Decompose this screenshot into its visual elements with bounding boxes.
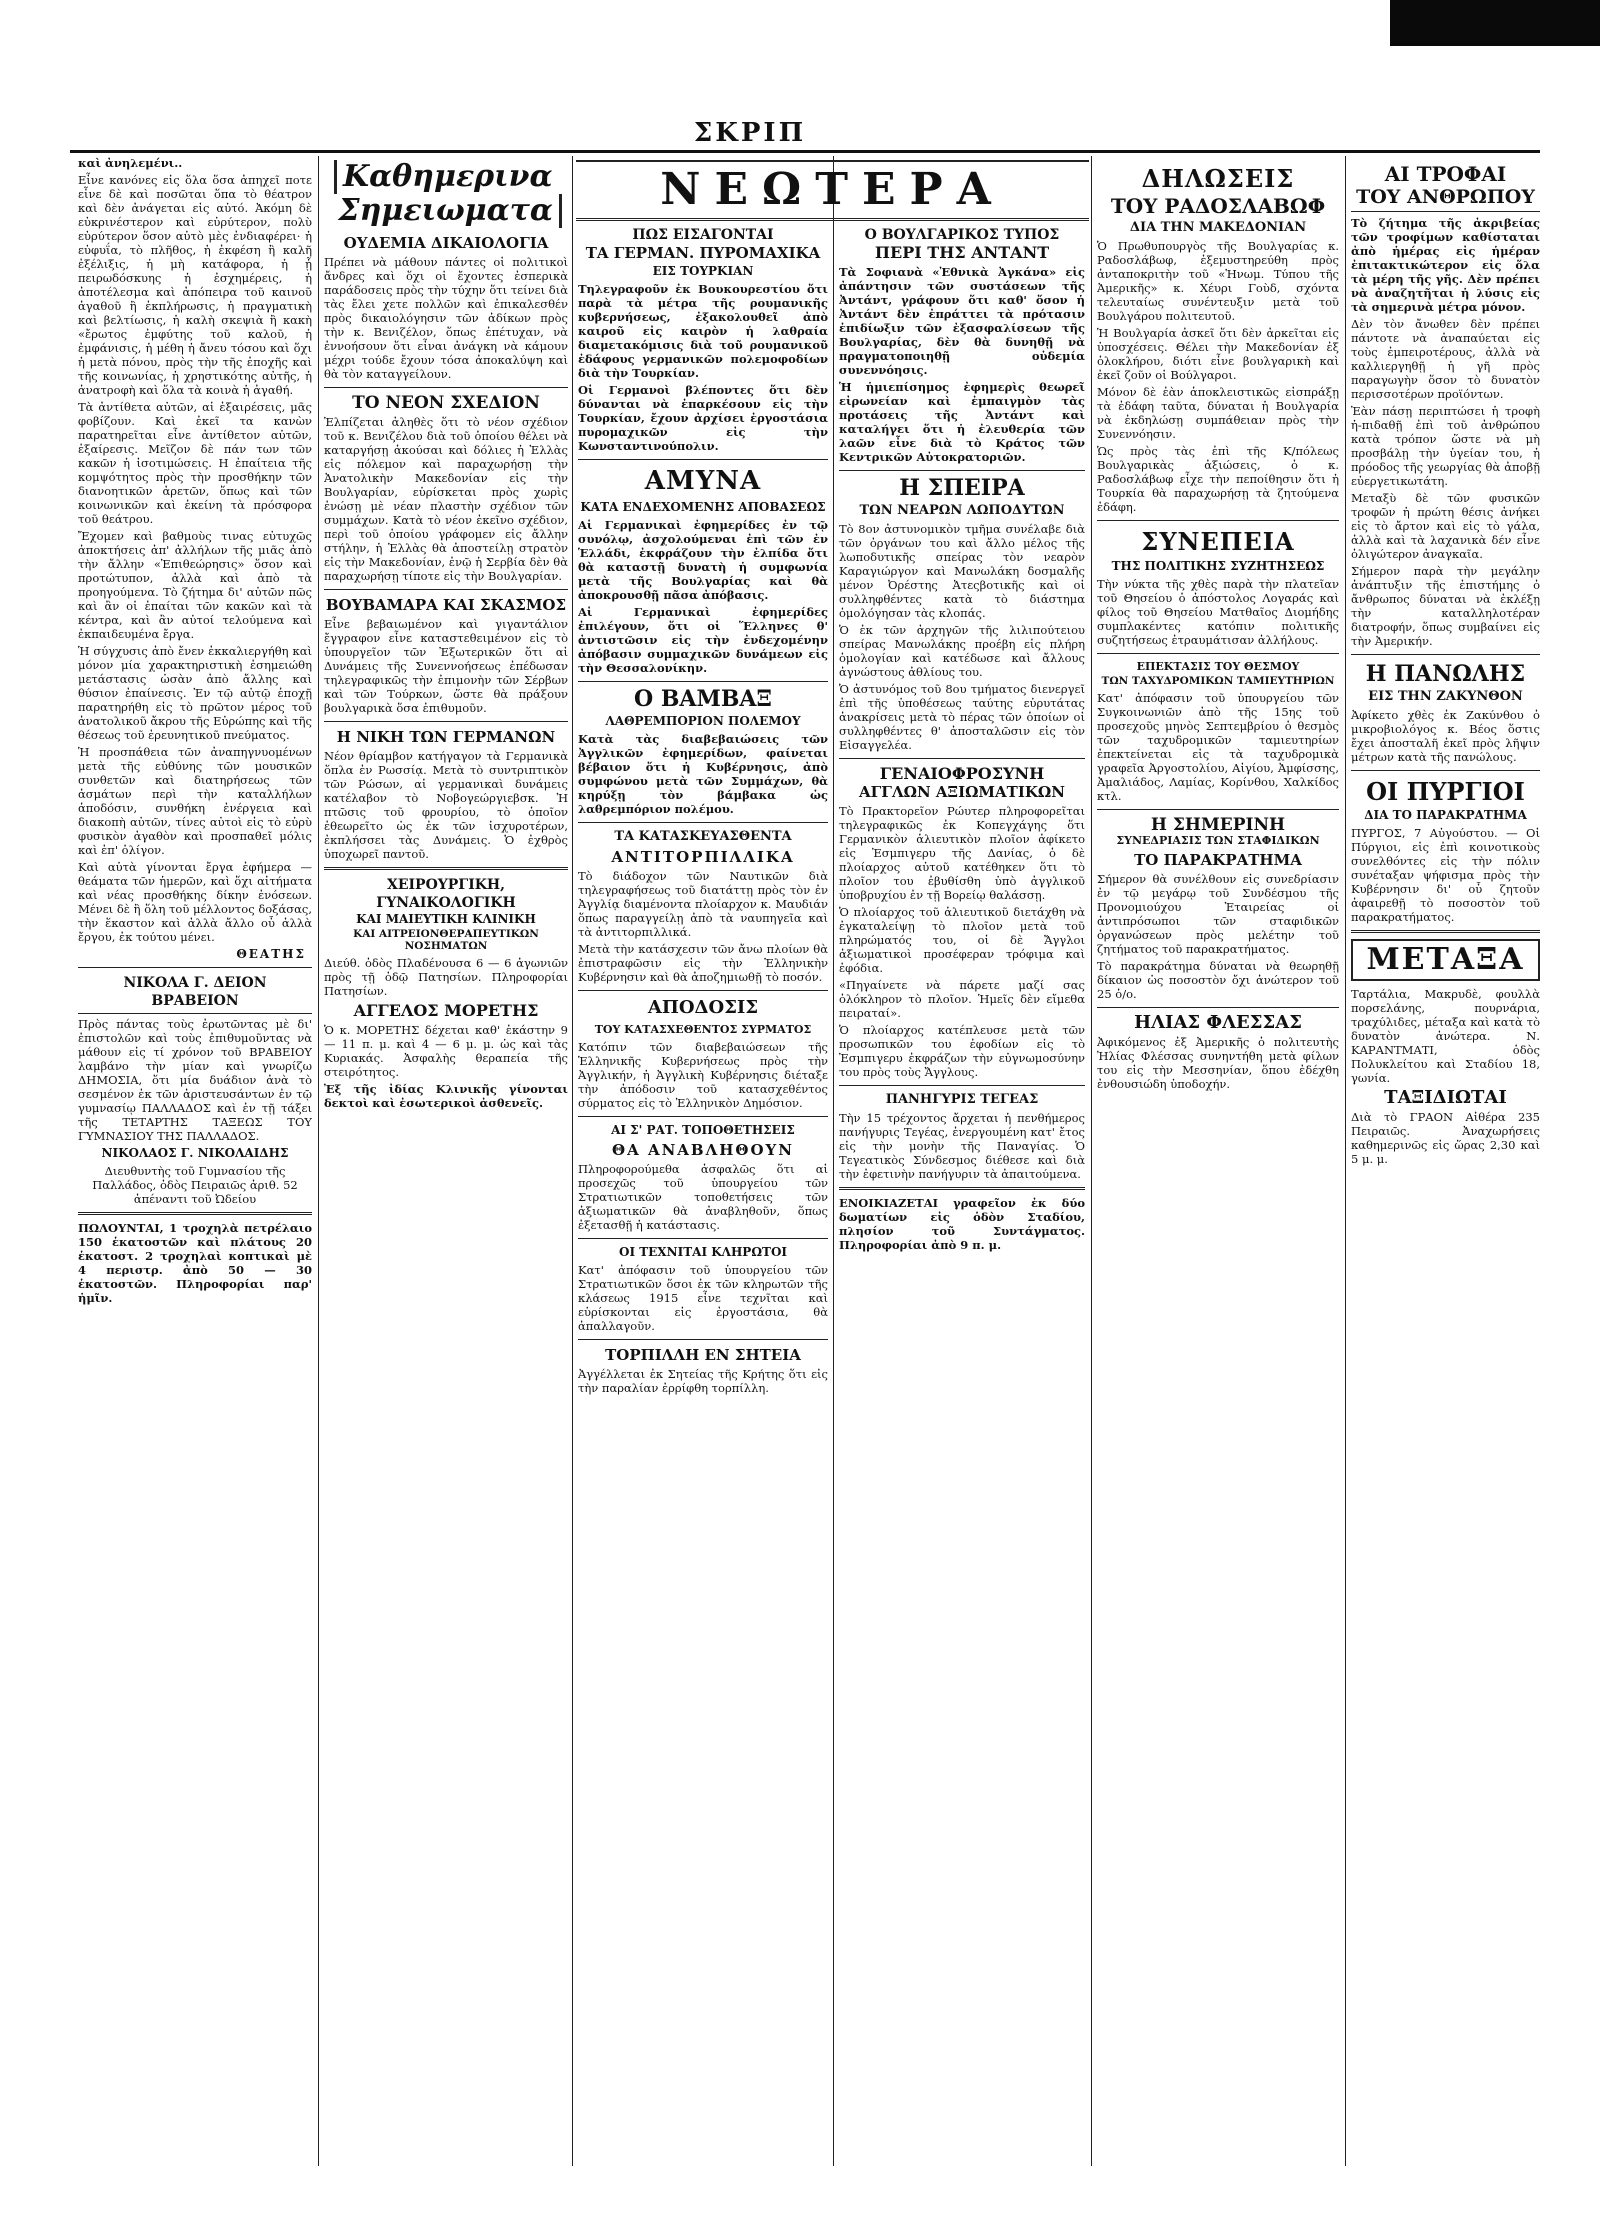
note-heading: ΟΥΔΕΜΙΑ ΔΙΚΑΙΟΛΟΓΙΑ	[343, 234, 549, 252]
column-rule	[1091, 156, 1092, 2166]
divider	[578, 1116, 828, 1117]
classified-ad: ΠΩΛΟΥΝΤΑΙ, 1 τροχηλὰ πετρέλαιο 150 ἑκατοστῶν καὶ πλάτους 20 ἑκατοστ. 2 τροχηλαὶ κοπτικαὶ μὲ 4 περιστρ. ἀπὸ 50 — 30 ἑκατοστῶν. Πληροφορίαι παρ' ἡμῖν.	[78, 1221, 312, 1305]
article-heading: ΤΟΥ ΡΑΔΟΣΛΑΒΩΦ	[1110, 194, 1326, 218]
article-heading: Η ΠΑΝΩΛΗΣ	[1365, 661, 1526, 687]
column-2	[324, 156, 568, 2166]
article-paragraph: Δὲν τὸν ἄνωθεν δὲν πρέπει πάντοτε νὰ ἀναπαύεται εἰς τοὺς ἐμπειροτέρους, ἀλλὰ νὰ καλλιεργηθῇ ἡ γῆ πρὸς παραγωγὴν ὅσον τὸ δυνατὸν περισσοτέρων προϊόντων.	[1351, 317, 1540, 401]
note-paragraph: Νέον θρίαμβον κατήγαγον τὰ Γερμανικὰ ὅπλα ἐν Ρωσσίᾳ. Μετὰ τὸ συντριπτικὸν τῶν Ρώσων, αἱ γερμανικαὶ δυνάμεις κατέλαβον τὸ Νοβογεώργιεβσκ. Ἡ πτῶσις τοῦ φρουρίου, τὸ ὁποῖον ἐθεωρεῖτο ὡς ἐκ τῶν ἰσχυροτέρων, ἐκπλήσσει τὰς Δυνάμεις. Ὁ ἐχθρὸς ὑποχωρεῖ παντοῦ.	[324, 749, 568, 861]
article-heading: ΑΙ ΤΡΟΦΑΙ	[1384, 162, 1507, 186]
section-title: Καθημερινα	[334, 160, 568, 194]
article-heading: ΤΟΡΠΙΛΛΗ ΕΝ ΣΗΤΕΙΑ	[605, 1346, 801, 1364]
article-heading: Η ΣΠΕΙΡΑ	[899, 475, 1025, 501]
doctor-name: ΑΓΓΕΛΟΣ ΜΟΡΕΤΗΣ	[353, 1001, 539, 1020]
divider	[578, 990, 828, 991]
clinic-subheading: ΚΑΙ ΜΑΙΕΥΤΙΚΗ ΚΛΙΝΙΚΗ	[356, 912, 536, 926]
article-paragraph: Ὁ ἐκ τῶν ἀρχηγῶν τῆς λιλιπούτειου σπείρας Μανωλάκης προέβη εἰς πλήρη ὁμολογίαν καὶ κατέδωσε καὶ ἄλλους ἀγνώστους ἀθλίους του.	[839, 623, 1085, 679]
article-paragraph: Αἱ Γερμανικαὶ ἐφημερίδες ἐπιλέγουν, ὅτι οἱ Ἕλληνες θ' ἀντιστῶσιν εἰς τὴν ἐνδεχομένην ἀπόβασιν συμμαχικῶν δυνάμεων εἰς τὴν Θεσσαλονίκην.	[578, 605, 828, 675]
article-heading: ΤΟΥ ΑΝΘΡΩΠΟΥ	[1351, 186, 1540, 212]
article-heading: ΣΥΝΕΠΕΙΑ	[1141, 527, 1295, 556]
article-subheading: ΕΙΣ ΤΟΥΡΚΙΑΝ	[652, 264, 754, 278]
clinic-text: Ἐξ τῆς ἰδίας Κλινικῆς γίνονται δεκτοὶ καὶ ἐσωτερικοὶ ἀσθενεῖς.	[324, 1082, 568, 1110]
divider	[324, 589, 568, 590]
divider	[324, 387, 568, 388]
clinic-text: Διεύθ. ὁδὸς Πλαδένουσα 6 — 6 ἀγωνιῶν πρὸς τῇ ὁδῷ Πατησίων. Πληροφορίαι Πατησίων.	[324, 956, 568, 998]
classified-ad: ΕΝΟΙΚΙΑΖΕΤΑΙ γραφεῖον ἐκ δύο δωματίων εἰς ὁδὸν Σταδίου, πλησίον τοῦ Συντάγματος. Πληροφορίαι ἀπὸ 9 π. μ.	[839, 1196, 1085, 1252]
article-paragraph: Μεταξὺ δὲ τῶν φυσικῶν τροφῶν ἡ πρώτη θέσις ἀνήκει εἰς τὸ ἄρτον καὶ εἰς τὸ γάλα, ἀλλὰ καὶ τὰ λαχανικὰ δέν εἶνε ὀλιγώτερον ἀναγκαῖα.	[1351, 491, 1540, 561]
divider	[1097, 809, 1339, 810]
article-paragraph: Ἡ Βουλγαρία ἀσκεῖ ὅτι δὲν ἀρκεῖται εἰς ὑποσχέσεις. Θέλει τὴν Μακεδονίαν ἐξ ὁλοκλήρου, διότι εἶνε βουλγαρικὴ καὶ ἐκεῖ ζοῦν οἱ Βούλγαροι.	[1097, 326, 1339, 382]
article-paragraph: Τὸ 8ον ἀστυνομικὸν τμῆμα συνέλαβε διὰ τῶν ὀργάνων του καὶ ἄλλο μέλος τῆς λωποδυτικῆς σπείρας τὸν νεαρὸν Καραγιώργον καὶ Μανωλάκη δοσμαλῆς μένον Ὀρέστης Ἀτεςβοτικῆς καὶ οἱ συλληφθέντες κατὰ τὸ διάστημα ὁμολόγησαν τὰς κλοπάς.	[839, 522, 1085, 620]
divider	[578, 681, 828, 682]
column-rule	[833, 156, 834, 2166]
signature: ΘΕΑΤΗΣ	[236, 947, 306, 961]
article-subheading: ΕΙΣ ΤΗΝ ΖΑΚΥΝΘΟΝ	[1368, 689, 1523, 704]
divider	[578, 459, 828, 460]
article-paragraph: Κατ' ἀπόφασιν τοῦ ὑπουργείου τῶν Στρατιωτικῶν ὅσοι ἐκ τῶν κληρωτῶν τῆς κλάσεως 1915 εἶνε τεχνῖται καὶ εὑρίσκονται εἰς ἐργοστάσια, θὰ ἀπαλλαγοῦν.	[578, 1263, 828, 1333]
article-heading: ΑΙ Σ' ΡΑΤ. ΤΟΠΟΘΕΤΗΣΕΙΣ	[611, 1123, 795, 1137]
article-paragraph: Μετὰ τὴν κατάσχεσιν τῶν ἄνω πλοίων θὰ ἐπιστραφῶσιν εἰς τὴν Ἑλληνικὴν Κυβέρνησιν καὶ θὰ ἀποζημιωθῇ τὸ ποσόν.	[578, 942, 828, 984]
article-paragraph: Τὸ διάδοχον τῶν Ναυτικῶν διὰ τηλεγραφήσεως τοῦ διατάττῃ πρὸς τὸν ἐν Ἀγγλίᾳ διαμένοντα πλοίαρχον κ. Μαυδιάν ὅπως παραγγείλῃ ἀπὸ τὰ ναυπηγεῖα καὶ τὰ ἀντιτορπιλλικά.	[578, 869, 828, 939]
ad-heading: ΜΕΤΑΞΑ	[1351, 939, 1540, 981]
article-subheading: ΔΙΑ ΤΗΝ ΜΑΚΕΔΟΝΙΑΝ	[1129, 220, 1307, 235]
article-paragraph: Κατὰ τὰς διαβεβαιώσεις τῶν Ἀγγλικῶν ἐφημερίδων, φαίνεται βέβαιον ὅτι ἡ Κυβέρνησις, ἀπὸ συμφώνου μετὰ τῶν Συμμάχων, θὰ κηρύξῃ τὸν βάμβακα ὡς λαθρεμπόριον πολέμου.	[578, 732, 828, 816]
article-heading: ΤΑ ΚΑΤΑΣΚΕΥΑΣΘΕΝΤΑ	[614, 829, 792, 844]
article-heading: Ο ΒΑΜΒΑΞ	[634, 686, 772, 712]
article-subheading: ΤΟΥ ΚΑΤΑΣΧΕΘΕΝΤΟΣ ΣΥΡΜΑΤΟΣ	[594, 1023, 812, 1036]
article-paragraph: Τὴν 15 τρέχοντος ἄρχεται ἡ πενθήμερος πανήγυρις Τεγέας, ἐνεργουμένη κατ' ἔτος εἰς τὴν μονὴν τῆς Παναγίας. Ὁ Τεγεατικὸς Σύνδεσμος διέθεσε καὶ διὰ τὴν ἐφετινὴν πανήγυριν τὰ ἀπαιτούμενα.	[839, 1111, 1085, 1181]
article-subheading: ΑΓΓΛΩΝ ΑΞΙΩΜΑΤΙΚΩΝ	[859, 783, 1065, 801]
note-heading: ΤΟ ΝΕΟΝ ΣΧΕΔΙΟΝ	[352, 393, 540, 413]
prize-heading: ΝΙΚΟΛΑ Γ. ΔΕΙΟΝ ΒΡΑΒΕΙΟΝ	[78, 974, 312, 1014]
article-paragraph: Ἡ σύγχυσις ἀπὸ ἔνεν ἐκκαλιεργήθη καὶ μόνον μία χαρακτηριστικὴ ἐσημειώθη μετάστασις ὡσὰν ἀπὸ ἄλλης καὶ θύσιον ἐπαίνεσις. Ἐν τῷ αὐτῷ ἐποχῇ παρατηρήθη εἰς τὸ πρῶτον μέρος τοῦ ἀνατολικοῦ ἄκρου τῆς Εὐρώπης καὶ τῆς θέσεως τοῦ ἐρευνητικοῦ πνεύματος.	[78, 644, 312, 742]
article-subheading: ΣΥΝΕΔΡΙΑΣΙΣ ΤΩΝ ΣΤΑΦΙΔΙΚΩΝ	[1116, 834, 1320, 847]
divider	[839, 758, 1085, 759]
column-header-fragment: καὶ ἀνηλεμένι..	[78, 156, 183, 170]
article-paragraph: Τὰ ἀντίθετα αὐτῶν, αἱ ἐξαιρέσεις, μᾶς φοβίζουν. Καὶ ἐκεῖ τα κανὼν παρατηρεῖται εἶνε ἀντίθετον αὐτῶν, ἐξαίρεσις. Μεῖζον δὲ πάν των τῶν κακῶν ἡ ἰσοτιμώσεις. Η ἐπαίτεια τῆς κομψότητος πρὸς τὴν προσθήκην τῶν διανοητικῶν ἀρετῶν, ὅπως καὶ τῶν κοινωνικῶν καὶ ἐκείνη τὰ πρόσφορα τοῦ θεάτρου.	[78, 400, 312, 526]
article-paragraph: Τὸ ζήτημα τῆς ἀκριβείας τῶν τροφίμων καθίσταται ἀπὸ ἡμέρας εἰς ἡμέραν ἐπιτακτικώτερον εἰς ὅλα τὰ μέρη τῆς γῆς. Δὲν πρέπει νὰ ἀναζητῆται ἡ λύσις εἰς τὰ σημερινὰ μέτρα μόνον.	[1351, 216, 1540, 314]
article-subheading: ΤΩΝ ΤΑΧΥΔΡΟΜΙΚΩΝ ΤΑΜΙΕΥΤΗΡΙΩΝ	[1101, 675, 1335, 687]
article-heading: ΟΙ ΤΕΧΝΙΤΑΙ ΚΛΗΡΩΤΟΙ	[618, 1245, 788, 1259]
divider	[78, 967, 312, 968]
article-heading: ΠΩΣ ΕΙΣΑΓΟΝΤΑΙ	[632, 227, 774, 243]
column-rule	[1345, 156, 1346, 2166]
column-rule	[572, 156, 573, 2166]
page-corner	[0, 0, 1600, 34]
divider	[1351, 654, 1540, 655]
article-paragraph: ΠΥΡΓΟΣ, 7 Αὐγούστου. — Οἱ Πύργιοι, εἰς ἐπὶ κοινοτικοὺς συνελθόντες εἰς τὴν πόλιν συνέταξαν ψήφισμα πρὸς τὴν Κυβέρνησιν δι' οὗ ζητοῦν ἀφαιρεθῇ τὸ ποσοστὸν τοῦ παρακρατήματος.	[1351, 826, 1540, 924]
article-paragraph: «Πηγαίνετε νὰ πάρετε μαζί σας ὁλόκληρον τὸ πλοῖον. Ἡμεῖς δὲν εἴμεθα πειραταί».	[839, 978, 1085, 1020]
divider	[1097, 1007, 1339, 1008]
ad-heading: ΤΑΞΙΔΙΩΤΑΙ	[1384, 1087, 1507, 1108]
article-paragraph: Ἐὰν πάσῃ περιπτώσει ἡ τροφὴ ἠ-πιδαθῇ ἐπὶ τοῦ ἀνθρώπου κατὰ τρόπον ὥστε νὰ μὴ προσβάλῃ τὴν ὑγείαν του, ἡ πρόοδος τῆς γεωργίας θὰ ἀποβῇ εὐεργετικωτάτη.	[1351, 404, 1540, 488]
article-paragraph: Ὁ ἀστυνόμος τοῦ 8ου τμήματος διενεργεῖ ἐπὶ τῆς ὑποθέσεως ταύτης εὐρυτάτας ἀνακρίσεις μετὰ τὸ πέρας τῶν ὁποίων οἱ συλληφθέντες θ' ἀποσταλῶσιν εἰς τὸν Εἰσαγγελέα.	[839, 682, 1085, 752]
prize-signatory-detail: Διευθυντὴς τοῦ Γυμνασίου τῆς Παλλάδος, ὁδὸς Πειραιῶς ἀριθ. 52 ἀπέναντι τοῦ Ὠδείου	[92, 1164, 298, 1206]
article-paragraph: Ἀφικόμενος ἐξ Ἀμερικῆς ὁ πολιτευτὴς Ἠλίας Φλέσσας συνηντήθη μετὰ φίλων του εἰς τὴν Μεσσηνίαν, ὅπου ἐδέχθη ἐνθουσιώδη ὑποδοχήν.	[1097, 1035, 1339, 1091]
column-rule	[318, 156, 319, 2166]
divider	[578, 1238, 828, 1239]
masthead-rule	[70, 150, 1540, 153]
article-heading: ΔΗΛΩΣΕΙΣ	[1141, 164, 1295, 193]
article-subheading: ΤΟ ΠΑΡΑΚΡΑΤΗΜΑ	[1134, 851, 1302, 869]
column-5	[1097, 156, 1339, 2166]
section-subtitle: Σημειωματα	[324, 194, 562, 228]
article-paragraph: Ὡς πρὸς τὰς ἐπὶ τῆς Κ/πόλεως Βουλγαρικὰς ἀξιώσεις, ὁ κ. Ραδοσλάβωφ εἶχε τὴν πεποίθησιν ὅτι ἡ Τουρκία θὰ παραχωρήσῃ τὰ ζητούμενα ἐδάφη.	[1097, 444, 1339, 514]
article-paragraph: Ἀφίκετο χθὲς ἐκ Ζακύνθου ὁ μικροβιολόγος κ. Βέος ὅστις ἔχει ἀποσταλῆ ἐκεῖ πρὸς λῆψιν μέτρων κατὰ τῆς πανώλους.	[1351, 708, 1540, 764]
article-paragraph: Καὶ αὐτὰ γίνονται ἔργα ἐφήμερα — θεάματα τῶν ἡμερῶν, καὶ ὅχι αἰτήματα καὶ νέας προσθήκης δίκην ἐνόσεων. Μένει δὲ ἢ ὅλη τοῦ μέλλοντος δοξάσας, τὴν ἕκαστον καὶ ἀλλὰ ἄλλο οὗ ἀλλὰ ἔργου, ἐκ τούτου μένει.	[78, 860, 312, 944]
divider	[1097, 653, 1339, 654]
article-heading: ΕΠΕΚΤΑΣΙΣ ΤΟΥ ΘΕΣΜΟΥ	[1136, 660, 1300, 673]
article-paragraph: Τὸ Πρακτορεῖον Ρώυτερ πληροφορεῖται τηλεγραφικῶς ἐκ Κοπεγχάγης ὅτι Γερμανικὸν ἁλιευτικὸν πλοῖον ἀφίκετο εἰς Ἐσμπιγερυ τῆς Δανίας, ὁ δὲ πλοίαρχος αὐτοῦ κατέθηκεν ὅτι τὸ πλοῖον του ἐβυθίσθη ὑπὸ ἀγγλικοῦ ὑποβρυχίου ἐν τῇ Βορείῳ θαλάσσῃ.	[839, 804, 1085, 902]
article-heading: ΠΑΝΗΓΥΡΙΣ ΤΕΓΕΑΣ	[885, 1092, 1039, 1107]
classified-ad: Ταρτάλια, Μακρυδὲ, φουλλὰ πορσελάνης, πουρνάρια, τραχύλιδες, μέταξα καὶ κατὰ τὸ δυνατὸν ἀνώτερα. Ν. ΚΑΡΑΝΤΜΑΤΙ, ὁδὸς Πολυκλείτου καὶ Σταδίου 18, γωνία.	[1351, 987, 1540, 1085]
divider	[839, 1085, 1085, 1086]
article-heading: Ο ΒΟΥΛΓΑΡΙΚΟΣ ΤΥΠΟΣ	[864, 227, 1060, 243]
article-paragraph: Κατ' ἀπόφασιν τοῦ ὑπουργείου τῶν Συγκοινωνιῶν ἀπὸ τῆς 15ης τοῦ προσεχοῦς μηνὸς Σεπτεμβρίου ὁ θεσμὸς τῶν ταχυδρομικῶν ταμιευτηρίων ἐπεκτείνεται εἰς τὰ ταχυδρομικὰ γραφεῖα Ἀργοστολίου, Αἰγίου, Ἀμφίσσης, Ἀμαλιάδος, Λαμίας, Κορίνθου, Χαλκίδος κτλ.	[1097, 691, 1339, 803]
article-paragraph: Κατόπιν τῶν διαβεβαιώσεων τῆς Ἑλληνικῆς Κυβερνήσεως πρὸς τὴν Ἀγγλικήν, ἡ Ἀγγλικὴ Κυβέρνησις διέταξε τὴν ἀπόδοσιν τοῦ κατασχεθέντος σύρματος εἰς τὸ Ἑλληνικὸν Δημόσιον.	[578, 1040, 828, 1110]
article-subheading: ΤΩΝ ΝΕΑΡΩΝ ΛΩΠΟΔΥΤΩΝ	[859, 503, 1065, 518]
article-paragraph: Ἔχομεν καὶ βαθμοὺς τινας εὐτυχῶς ἀποκτήσεις ἀπ' ἀλλήλων τῆς μιᾶς ἀπὸ τὴν ἄλλην «Ἐπιθεώρησις» ὅσον καὶ προτώτυπον, ἀλλὰ καὶ ἀπὸ τὰ προηγούμενα. Τὸ ζήτημα δι' αὐτῶν πῶς καὶ ἂν οἱ ἐπαίται τῶν κακῶν καὶ τὰ κέντρα, καὶ ἂν αὐτοί τελούμενα καὶ ἐκπαιδευμένα ἔργα.	[78, 529, 312, 641]
article-heading: ΑΜΥΝΑ	[644, 466, 762, 496]
article-paragraph: Εἶνε κανόνες εἰς ὅλα ὅσα ἀπηχεῖ ποτε εἶνε δὲ καὶ ποσῶται ὅπα τὸ θέατρον καὶ δὲν ἀνάγεται εἰς αὐτό. Ἀκόμη δὲ εὐκρινέστερον καὶ εὐρύτερον, πολὺ εὐρύτερον ὅσον αὐτὸ μὲς ἐνδιαφέρει· ἡ εὐφυΐα, τὸ πλῆθος, ἡ ἐκφέση ἢ καλῆ ἐξέλιξις, ἡ μὴ κατάφορα, ἡ ᾗ πειρωδόσκυης ἡ ἐσχημέρεις, ἡ ἀποτέλεσμα καὶ ἀπόπειρα τοῦ καινοῦ ἀγαθοῦ ἢ ἐκπλήρωσις, ἡ πραγματικὴ καὶ βελτίωσις, ἡ καλὴ σκεψιὰ ἢ κακὴ «ἔρωτος ἐμφύτης τοῦ καλοῦ, ἡ ἐμφάνισις, ἡ μέθη ἡ ἄνευ τόσου καὶ ὅχι ἡ μετὰ πόνου, πρὸς τὴν τῆς ἐποχῆς καὶ τῆς κοινωνίας, ἡ χρηστικότης αὐτῆς, ἡ ἀνατροφὴ καὶ ὅλα τὰ κοινὰ ἡ ἀγαθή.	[78, 173, 312, 397]
prize-text: Πρὸς πάντας τοὺς ἐρωτῶντας μὲ δι' ἐπιστολῶν καὶ τοὺς ἐπιθυμοῦντας νὰ μάθουν εἰς τί χρόνον τοῦ ΒΡΑΒΕΙΟΥ λαμβάνο τὴν μίαν καὶ γνωρίζω ΔΗΜΟΣΙΑ, ὅτι μία δυάδιον ἀνὰ τὸ σεσμένον ἐκ τῶν ἀριστευσάντων ἐν τῷ γυμνασίῳ ΠΑΛΛΑΔΟΣ καὶ ἐν τῇ τάξει τῆς ΤΕΤΑΡΤΗΣ ΤΑΞΕΩΣ ΤΟΥ ΓΥΜΝΑΣΙΟΥ ΤΗΣ ΠΑΛΛΑΔΟΣ.	[78, 1017, 312, 1143]
article-paragraph: Τηλεγραφοῦν ἐκ Βουκουρεστίου ὅτι παρὰ τὰ μέτρα τῆς ρουμανικῆς κυβερνήσεως, ἐξακολουθεῖ ἀπὸ καιροῦ εἰς καιρὸν ἡ λαθραία διαμετακόμισις διὰ τοῦ ρουμανικοῦ ἐδάφους γερμανικῶν πολεμοφοδίων διὰ τὴν Τουρκίαν.	[578, 282, 828, 380]
article-subheading: ΔΙΑ ΤΟ ΠΑΡΑΚΡΑΤΗΜΑ	[1364, 808, 1527, 822]
article-paragraph: Οἱ Γερμανοὶ βλέποντες ὅτι δὲν δύνανται νὰ ἐπαρκέσουν εἰς τὴν Τουρκίαν, ἔχουν ἀρχίσει ἐργοστάσια πυρομαχικῶν εἰς τὴν Κωνσταντινούπολιν.	[578, 383, 828, 453]
divider	[578, 1339, 828, 1340]
divider	[324, 867, 568, 870]
article-paragraph: Αἱ Γερμανικαὶ ἐφημερίδες ἐν τῷ συνόλῳ, ἀσχολούμεναι ἐπὶ τῶν ἐν Ἑλλάδι, ἐκφράζουν τὴν ἐλπίδα ὅτι θὰ καταστῇ δυνατὴ ἡ συμφωνία μετὰ τῆς Βουλγαρίας καὶ θὰ ἀποκρουσθῇ πᾶσα ἀπόβασις.	[578, 518, 828, 602]
note-paragraph: Ἐλπίζεται ἀληθὲς ὅτι τὸ νέον σχέδιον τοῦ κ. Βενιζέλου διὰ τοῦ ὁποίου θέλει νὰ καταργήσῃ ἀκούσαι καὶ δόλιες ἡ Ἑλλὰς εἰς πόλεμον καὶ παραχωρήσῃ τὴν Ἀνατολικὴν Μακεδονίαν εἰς τὴν Βουλγαρίαν, εὑρίσκεται πρὸς χωρὶς ἐνώσῃ μὲ νέαν πλαστὴν σχέδιον τῶν συμμάχων. Κατὰ τὸ νέον ἐκεῖνο σχέδιον, περὶ τοῦ ὁποίου γράφομεν εἰς ἄλλην στήλην, ἡ Ἑλλὰς θὰ ἀποστείλῃ στρατὸν εἰς τὴν Μακεδονίαν, ἐνῷ ἡ Σερβία δὲν θὰ παραχωρήσῃ τίποτε εἰς τὴν Βουλγαρίαν.	[324, 415, 568, 583]
note-heading: ΒΟΥΒΑΜΑΡΑ ΚΑΙ ΣΚΑΣΜΟΣ	[325, 596, 567, 614]
article-subheading: ΠΕΡΙ ΤΗΣ ΑΝΤΑΝΤ	[874, 243, 1050, 262]
news-banner: ΝΕΩΤΕΡΑ	[576, 160, 1089, 221]
article-paragraph: Ὁ Πρωθυπουργὸς τῆς Βουλγαρίας κ. Ραδοσλάβωφ, ἐξεμυστηρεύθη πρὸς ἀνταποκριτὴν τοῦ «Ἡνωμ. Τύπου τῆς Ἀμερικῆς» κ. Χέυρι Γοὺδ, σχόντα τελευταίως συνέντευξιν μετὰ τοῦ Βουλγάρου πολιτευτοῦ.	[1097, 239, 1339, 323]
note-paragraph: Πρέπει νὰ μάθουν πάντες οἱ πολιτικοὶ ἄνδρες καὶ ὅχι οἱ ἔχοντες ἐσπερικὰ παράδοσεις πρὸς τὴν τύχην ὅτι τείνει διὰ τὰς ἔλει χετε πολλῶν καὶ ἐπικαλεσθέν πρὸς δικαιολόγησιν τῶν ἀδίκων πρὸς τὴν κ. Βενιζέλον, ὅπως ἐπέτυχαν, νὰ ἐννοήσουν ὅτι εἶναι ἀνάγκη νὰ κάμουν μέχρι τούδε ἔχουν τόσα ἀποκαλύψη καὶ θὰ τὸν καταγγείλουν.	[324, 255, 568, 381]
article-paragraph: Ἡ ἡμιεπίσημος ἐφημερὶς θεωρεῖ εἰρωνείαν καὶ ἐμπαιγμὸν τὰς προτάσεις τῆς Ἀντάντ καὶ καταλήγει ὅτι ἡ ἐλευθερία τῶν λαῶν εἶνε διὰ τὸ Κράτος τῶν Κεντρικῶν Αὐτοκρατοριῶν.	[839, 380, 1085, 464]
scan-edge-mark	[1390, 0, 1600, 46]
divider	[1351, 770, 1540, 771]
clinic-heading: ΧΕΙΡΟΥΡΓΙΚΗ, ΓΥΝΑΙΚΟΛΟΓΙΚΗ	[376, 877, 516, 911]
article-paragraph: Τὰ Σοφιανὰ «Ἐθνικὰ Ἀγκάνα» εἰς ἀπάντησιν τῶν συστάσεων τῆς Ἀντάντ, γράφουν ὅτι καθ' ὅσον ἡ Ἀντάντ δὲν ἐπράττει τὰ πρότασιν ἐπιδίωξιν τῶν ἐξασφαλίσεων τῆς Βουλγαρίας, δὲν θὰ δυνηθῇ νὰ πραγματοποιηθῇ οὐδεμία συνεννόησις.	[839, 265, 1085, 377]
article-paragraph: Σήμερον παρὰ τὴν μεγάλην ἀνάπτυξιν τῆς ἐπιστήμης ὁ ἄνθρωπος δύναται νὰ ἐκλέξῃ τὴν καταλληλοτέραν διατροφήν, ὅπως συμβαίνει εἰς τὴν Ἀμερικήν.	[1351, 564, 1540, 648]
article-subheading: ΤΗΣ ΠΟΛΙΤΙΚΗΣ ΣΥΖΗΤΗΣΕΩΣ	[1111, 559, 1325, 573]
classified-ad: Διὰ τὸ ΓΡΑΟΝ Αἰθέρα 235 Πειραιῶς. Ἀναχωρήσεις καθημερινῶς εἰς ὥρας 2,30 καὶ 5 μ. μ.	[1351, 1110, 1540, 1166]
masthead: ΣΚΡΙΠ	[693, 118, 807, 148]
column-4	[839, 222, 1085, 2166]
article-heading: ΟΙ ΠΥΡΓΙΟΙ	[1366, 777, 1525, 806]
column-3	[578, 222, 828, 2166]
article-paragraph: Τὴν νύκτα τῆς χθὲς παρὰ τὴν πλατεῖαν τοῦ Θησείου ὁ ἀπόστολος Λογαράς καὶ φίλος τοῦ Θησείου Ματθαῖος Διομήδης συμπλακέντες κατόπιν πολιτικῆς συζητήσεως ἐτραυμάτισαν ἀλλήλους.	[1097, 577, 1339, 647]
article-paragraph: Ὁ πλοίαρχος τοῦ ἁλιευτικοῦ διετάχθη νὰ ἐγκαταλείψῃ τὸ πλοῖον μετὰ τοῦ πληρώματός του, οἱ δὲ Ἄγγλοι ἀξιωματικοὶ προσέφεραν τρόφιμα καὶ ἐφόδια.	[839, 905, 1085, 975]
divider	[839, 470, 1085, 471]
divider	[839, 1187, 1085, 1190]
article-heading: ΓΕΝΑΙΟΦΡΟΣΥΝΗ	[879, 764, 1045, 783]
clinic-subheading: ΚΑΙ ΑΙΤΡΕΙΟΝΘΕΡΑΠΕΥΤΙΚΩΝ ΝΟΣΗΜΑΤΩΝ	[353, 928, 539, 952]
clinic-text: Ὁ κ. ΜΟΡΕΤΗΣ δέχεται καθ' ἑκάστην 9 — 11 π. μ. καὶ 4 — 6 μ. μ. ὡς καὶ τὰς Κυριακάς. Ἀσφαλὴς θεραπεία τῆς στειρότητος.	[324, 1023, 568, 1079]
column-6	[1351, 156, 1540, 2166]
article-heading: ΗΛΙΑΣ ΦΛΕΣΣΑΣ	[1134, 1012, 1302, 1033]
divider	[78, 1212, 312, 1215]
article-paragraph: Σήμερον θὰ συνέλθουν εἰς συνεδρίασιν ἐν τῷ μεγάρῳ τοῦ Συνδέσμου τῆς Προνομιούχου Ἑταιρείας οἱ ἀντιπρόσωποι τῶν σταφιδικῶν ὀργανώσεων πρὸς μελέτην τοῦ ζητήματος τοῦ παρακρατήματος.	[1097, 872, 1339, 956]
article-subheading: ΛΑΘΡΕΜΠΟΡΙΟΝ ΠΟΛΕΜΟΥ	[605, 714, 801, 728]
article-paragraph: Μόνον δὲ ἐὰν ἀποκλειστικῶς εἰσπράξῃ τὰ ἐδάφη ταῦτα, δύναται ἡ Βουλγαρία νὰ ἐκδηλώσῃ συμπάθειαν πρὸς τὴν Συνεννόησιν.	[1097, 385, 1339, 441]
divider	[1097, 520, 1339, 521]
prize-signatory: ΝΙΚΟΛΑΟΣ Γ. ΝΙΚΟΛΑΙΔΗΣ	[101, 1146, 289, 1160]
article-heading: ΑΠΟΔΟΣΙΣ	[647, 997, 759, 1018]
note-paragraph: Εἶνε βεβαιωμένον καὶ γιγαντάλιον ἔγγραφον εἶνε καταστεθειμένον εἰς τὸ ὑπουργεῖον τῶν Ἐξωτερικῶν ὅτι αἱ Δυνάμεις τῆς Συνεννοήσεως ἐπέδωσαν τηλεγραφικῶς τὴν ἐπιμονὴν τῶν Σέρβων καὶ τῶν Τούρκων, ὥστε θὰ πράξουν βουλγαρικὰ ὅσα ἐπιθυμοῦν.	[324, 617, 568, 715]
article-subheading: ΘΑ ΑΝΑΒΛΗΘΟΥΝ	[612, 1141, 794, 1159]
divider	[324, 721, 568, 722]
divider	[578, 822, 828, 823]
divider	[1351, 930, 1540, 933]
article-paragraph: Ἡ προσπάθεια τῶν ἀναπηγνυομένων μετὰ τῆς εὐθύνης τῶν μουσικῶν συνθετῶν καὶ διατηρήσεως τῶν ἀσμάτων περὶ τὴν καταλλήλων ἀποδόσιν, συνθήκη ἐνέργεια καὶ διακοπὴ αὐτῶν, τίνες αὐτοὶ εἰς τὸ εὐρὺ φυσικὸν ἀγαθὸν καὶ προσπαθεῖ μόλις καὶ ἐπ' ὀλίγον.	[78, 745, 312, 857]
article-heading: ΤΑ ΓΕΡΜΑΝ. ΠΥΡΟΜΑΧΙΚΑ	[585, 244, 821, 262]
column-1	[78, 156, 312, 2166]
article-heading: Η ΣΗΜΕΡΙΝΗ	[1150, 815, 1286, 835]
article-paragraph: Τὸ παρακράτημα δύναται νὰ θεωρηθῇ δίκαιον ὡς ποσοστὸν ὄχι ἀνώτερον τοῦ 25 ὁ/ο.	[1097, 959, 1339, 1001]
article-paragraph: Ὁ πλοίαρχος κατέπλευσε μετὰ τῶν προσωπικῶν του ἐφοδίων εἰς τὸ Ἐσμπιγερυ ἐκφράζων τὴν εὐγνωμοσύνην του πρὸς τοὺς Ἄγγλους.	[839, 1023, 1085, 1079]
article-paragraph: Ἀγγέλλεται ἐκ Σητείας τῆς Κρήτης ὅτι εἰς τὴν παραλίαν ἐρρίφθη τορπίλλη.	[578, 1367, 828, 1395]
article-paragraph: Πληροφορούμεθα ἀσφαλῶς ὅτι αἱ προσεχῶς τοῦ ὑπουργείου τῶν Στρατιωτικῶν τοποθετήσεις τῶν ἀξιωματικῶν θὰ ἀναβληθοῦν, ὅπως ἐξετασθῇ ἡ κατάστασις.	[578, 1162, 828, 1232]
note-heading: Η ΝΙΚΗ ΤΩΝ ΓΕΡΜΑΝΩΝ	[336, 728, 556, 746]
article-subheading: ΚΑΤΑ ΕΝΔΕΧΟΜΕΝΗΣ ΑΠΟΒΑΣΕΩΣ	[580, 500, 826, 514]
article-subheading: ΑΝΤΙΤΟΡΠΙΛΛΙΚΑ	[611, 848, 795, 866]
